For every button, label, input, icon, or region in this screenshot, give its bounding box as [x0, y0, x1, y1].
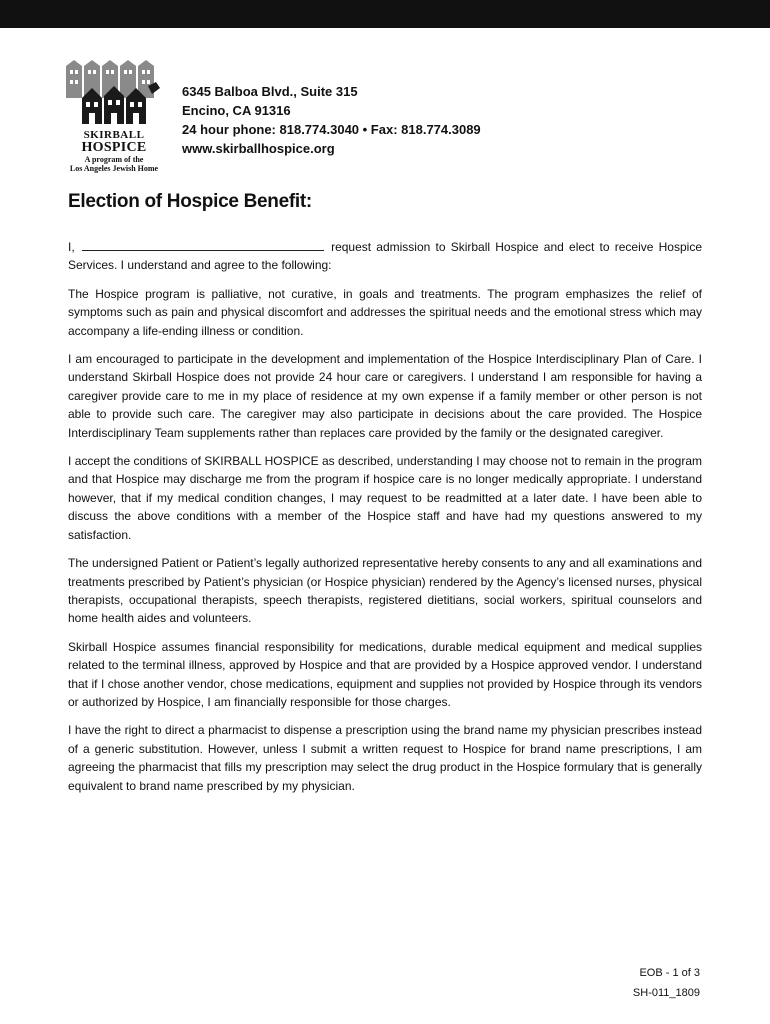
website-line: www.skirballhospice.org	[182, 141, 335, 156]
page-number: EOB - 1 of 3	[639, 967, 700, 979]
address-line1: 6345 Balboa Blvd., Suite 315	[182, 84, 358, 99]
document-body	[68, 238, 702, 805]
paragraph-consent: The undersigned Patient or Patient’s legally authorized representative hereby consents to any and all examinations and treatments prescribed by Patient’s physician (or Hospice physician) rendered by the Agency’s licensed nurses, physical therapists, occupational therapists, speech therapists, registered dietitians, social workers, spiritual counselors and home health aides and volunteers.	[68, 556, 702, 626]
contact-block	[182, 82, 481, 158]
document-title: Election of Hospice Benefit:	[68, 191, 312, 212]
logo-name-line1: SKIRBALL	[83, 129, 145, 141]
top-bar	[0, 0, 770, 28]
logo-subtitle-line1: A program of the	[84, 155, 144, 164]
form-code: SH-011_1809	[632, 987, 700, 999]
page-footer	[633, 963, 700, 1003]
paragraph-conditions: I accept the conditions of SKIRBALL HOSPICE as described, understanding I may choose not to remain in the program and that Hospice may discharge me from the program if hospice care is no longer medically appropriate. I understand however, that if my medical condition changes, I may request to be readmitted at a later date. I have been able to discuss the above conditions with a member of the Hospice staff and have had my questions answered to my satisfaction.	[68, 454, 702, 542]
intro-suffix: request admission to Skirball Hospice and elect to receive Hospice Services. I understand and agree to the following:	[68, 240, 702, 273]
address-line2: Encino, CA 91316	[182, 103, 291, 118]
paragraph-financial: Skirball Hospice assumes financial responsibility for medications, durable medical equipment and medical supplies related to the terminal illness, approved by Hospice and that are provided by a Hospice approved vendor. I understand that if I chose another vendor, chose medications, equipment and supplies not provided by Hospice through its vendors or authorized by Hospice, I am financially responsible for those charges.	[68, 639, 702, 709]
paragraph-plan-of-care: I am encouraged to participate in the development and implementation of the Hospice Interdisciplinary Plan of Care. I understand Skirball Hospice does not provide 24 hour care or caregivers. I understand I am responsible for having a caregiver provide care to me in my place of residence at my own expense if a family member or other person is not able to provide such care. The caregiver may also participate in decisions about the care provided. The Hospice Interdisciplinary Team supplements rather than replaces care provided by the family or the designated caregiver.	[68, 352, 702, 440]
phone-fax-line: 24 hour phone: 818.774.3040 • Fax: 818.774.3089	[182, 122, 481, 137]
intro-prefix: I,	[68, 240, 75, 254]
patient-name-blank[interactable]	[82, 239, 324, 251]
intro-paragraph	[68, 238, 702, 275]
houses-logo-icon	[64, 58, 164, 128]
skirball-hospice-logo	[60, 58, 168, 174]
logo-subtitle-line2: Los Angeles Jewish Home	[69, 164, 159, 173]
paragraph-pharmacist: I have the right to direct a pharmacist to dispense a prescription using the brand name my physician prescribes instead of a generic substitution. However, unless I submit a written request to Hospice for brand name prescriptions, I am agreeing the pharmacist that fills my prescription may select the drug product in the Hospice formulary that is generally equivalent to brand name prescribed by my physician.	[68, 723, 702, 793]
logo-name-line2: HOSPICE	[81, 140, 147, 155]
paragraph-palliative: The Hospice program is palliative, not curative, in goals and treatments. The program emphasizes the relief of symptoms such as pain and physical discomfort and addresses the spiritual needs and the emotional stress which may accompany a life-ending illness or condition.	[68, 286, 702, 338]
